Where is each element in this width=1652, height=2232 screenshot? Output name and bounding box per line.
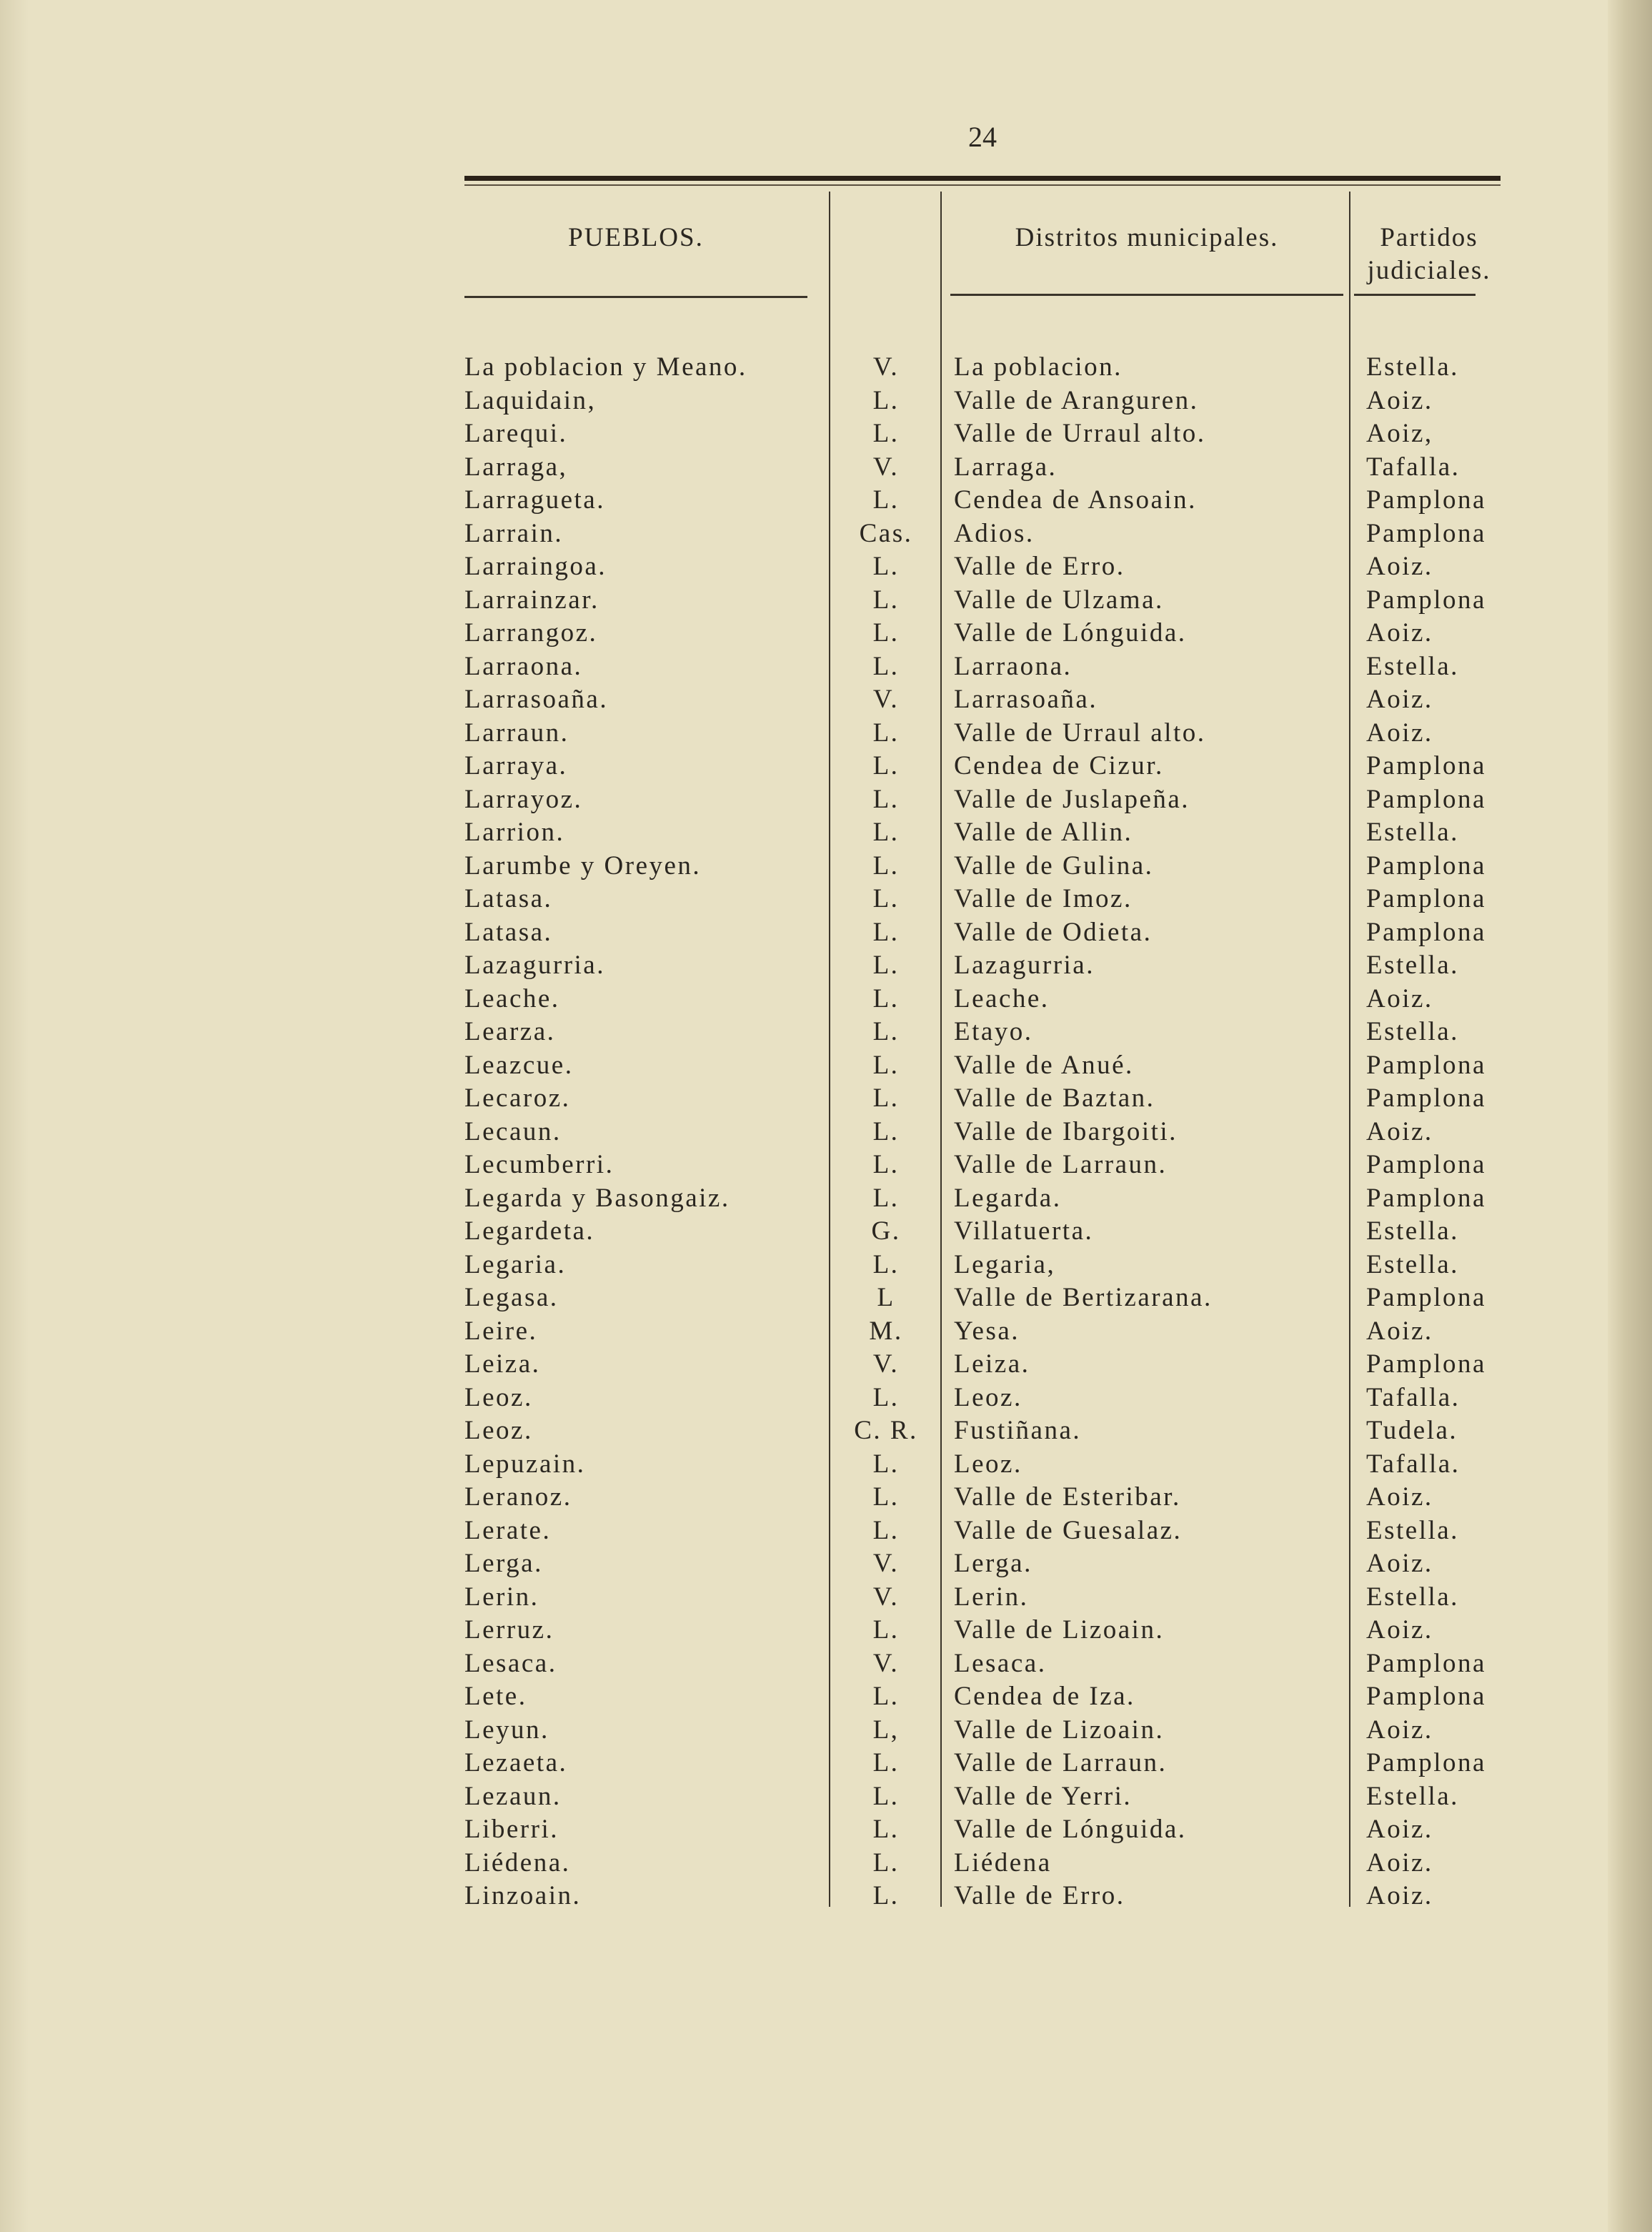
- entity-type: L.: [872, 1682, 900, 1711]
- partido-judicial: Estella.: [1366, 1582, 1459, 1612]
- table-row: [464, 452, 1508, 485]
- table-row: [464, 1282, 1508, 1315]
- table-row: [464, 1216, 1508, 1249]
- table-row: [464, 518, 1508, 551]
- entity-type: V.: [872, 1582, 900, 1612]
- pueblo-name: Latasa.: [464, 884, 553, 913]
- entity-type: L.: [872, 951, 900, 980]
- partido-judicial: Pamplona: [1366, 1283, 1486, 1312]
- entity-type: L.: [872, 884, 900, 913]
- distrito-municipal: Valle de Urraul alto.: [954, 718, 1206, 748]
- pueblo-name: Larragueta.: [464, 485, 605, 515]
- entity-type: V.: [872, 1549, 900, 1578]
- entity-type: L.: [872, 385, 900, 415]
- pueblo-name: Legasa.: [464, 1283, 559, 1312]
- entity-type: L.: [872, 1150, 900, 1179]
- partido-judicial: Pamplona: [1366, 784, 1486, 814]
- pueblo-name: Legardeta.: [464, 1216, 595, 1246]
- partido-judicial: Estella.: [1366, 1781, 1459, 1811]
- distrito-municipal: Legaria,: [954, 1249, 1056, 1279]
- table-row: [464, 1449, 1508, 1482]
- table-row: [464, 983, 1508, 1016]
- partido-judicial: Pamplona: [1366, 518, 1486, 548]
- entity-type: L.: [872, 1815, 900, 1844]
- table-row: [464, 1747, 1508, 1780]
- entity-type: V.: [872, 1648, 900, 1678]
- header-pueblos: PUEBLOS.: [568, 223, 704, 252]
- entity-type: L.: [872, 651, 900, 681]
- pueblo-name: Larrainzar.: [464, 585, 599, 615]
- pueblo-name: Liédena.: [464, 1847, 571, 1878]
- distrito-municipal: Leoz.: [954, 1449, 1022, 1479]
- entity-type: L.: [872, 784, 900, 814]
- distrito-municipal: Valle de Anué.: [954, 1050, 1134, 1080]
- pueblo-name: Lerruz.: [464, 1615, 554, 1645]
- distrito-municipal: Adios.: [954, 518, 1035, 548]
- pueblo-name: Lezaun.: [464, 1781, 562, 1811]
- pueblo-name: Larraya.: [464, 751, 568, 780]
- table-row: [464, 1249, 1508, 1282]
- partido-judicial: Pamplona: [1366, 1648, 1486, 1678]
- table-row: [464, 418, 1508, 451]
- distrito-municipal: Valle de Juslapeña.: [954, 784, 1190, 814]
- pueblo-name: Latasa.: [464, 917, 553, 947]
- distrito-municipal: Valle de Aranguren.: [954, 385, 1199, 415]
- distrito-municipal: Cendea de Cizur.: [954, 751, 1164, 780]
- entity-type: L.: [872, 1881, 900, 1910]
- table-row: [464, 1781, 1508, 1814]
- distrito-municipal: Larraona.: [954, 651, 1073, 681]
- distrito-municipal: Lesaca.: [954, 1648, 1047, 1678]
- entity-type: V.: [872, 685, 900, 714]
- table-row: [464, 1648, 1508, 1681]
- table-row: [464, 684, 1508, 717]
- table-row: [464, 485, 1508, 517]
- distrito-municipal: Valle de Odieta.: [954, 917, 1153, 947]
- pueblo-name: Leire.: [464, 1316, 538, 1346]
- pueblo-name: Leache.: [464, 983, 560, 1013]
- entity-type: L.: [872, 818, 900, 847]
- pueblo-name: Lerin.: [464, 1582, 539, 1612]
- header-rule-thin: [464, 184, 1501, 186]
- pueblo-name: Larrangoz.: [464, 618, 598, 648]
- pueblo-name: Lepuzain.: [464, 1449, 586, 1479]
- partido-judicial: Estella.: [1366, 352, 1459, 382]
- pueblo-name: Larraona.: [464, 651, 583, 681]
- partido-judicial: Pamplona: [1366, 1748, 1486, 1777]
- distrito-municipal: Valle de Baztan.: [954, 1083, 1155, 1113]
- partido-judicial: Aoiz.: [1366, 385, 1433, 415]
- table-row: [464, 784, 1508, 817]
- pueblo-name: Lezaeta.: [464, 1748, 568, 1777]
- header-underline-pueblos: [464, 296, 807, 298]
- partido-judicial: Aoiz.: [1366, 1316, 1433, 1346]
- table-row: [464, 1515, 1508, 1548]
- partido-judicial: Pamplona: [1366, 1682, 1486, 1711]
- distrito-municipal: Valle de Esteribar.: [954, 1482, 1181, 1512]
- pueblo-name: Leyun.: [464, 1715, 549, 1745]
- partido-judicial: Pamplona: [1366, 585, 1486, 615]
- partido-judicial: Aoiz.: [1366, 1549, 1433, 1578]
- table-row: [464, 950, 1508, 983]
- distrito-municipal: Valle de Larraun.: [954, 1748, 1168, 1777]
- distrito-municipal: Lazagurria.: [954, 951, 1095, 980]
- pueblo-name: Larumbe y Oreyen.: [464, 850, 702, 881]
- table-row: [464, 352, 1508, 385]
- partido-judicial: Aoiz.: [1366, 1847, 1433, 1878]
- distrito-municipal: Leache.: [954, 983, 1050, 1013]
- distrito-municipal: Valle de Lizoain.: [954, 1615, 1165, 1645]
- pueblo-name: Lazagurria.: [464, 951, 605, 980]
- pueblo-name: Lecumberri.: [464, 1150, 614, 1179]
- table-row: [464, 1715, 1508, 1747]
- distrito-municipal: Yesa.: [954, 1316, 1020, 1346]
- distrito-municipal: Valle de Urraul alto.: [954, 419, 1206, 448]
- entity-type: L.: [872, 1748, 900, 1777]
- table-row: [464, 1847, 1508, 1880]
- pueblo-name: Leiza.: [464, 1349, 541, 1379]
- table-row: [464, 917, 1508, 950]
- partido-judicial: Pamplona: [1366, 1083, 1486, 1113]
- distrito-municipal: Larrasoaña.: [954, 685, 1098, 714]
- distrito-municipal: Leiza.: [954, 1349, 1030, 1379]
- entity-type: L.: [872, 1249, 900, 1279]
- entity-type: V.: [872, 1349, 900, 1379]
- pueblo-name: Linzoain.: [464, 1881, 582, 1910]
- pueblo-name: Larrain.: [464, 518, 564, 548]
- pueblo-name: Larraun.: [464, 718, 569, 748]
- partido-judicial: Estella.: [1366, 818, 1459, 847]
- partido-judicial: Estella.: [1366, 1249, 1459, 1279]
- partido-judicial: Pamplona: [1366, 1183, 1486, 1213]
- entity-type: L.: [872, 1183, 900, 1213]
- table-row: [464, 1814, 1508, 1847]
- entity-type: L.: [872, 585, 900, 615]
- partido-judicial: Aoiz.: [1366, 1615, 1433, 1645]
- pueblo-name: Liberri.: [464, 1815, 559, 1844]
- distrito-municipal: Cendea de Ansoain.: [954, 485, 1197, 515]
- pueblo-name: Leoz.: [464, 1416, 533, 1445]
- partido-judicial: Aoiz.: [1366, 552, 1433, 581]
- entity-type: L.: [872, 751, 900, 780]
- table-row: [464, 1316, 1508, 1349]
- entity-type: L.: [872, 1083, 900, 1113]
- entity-type: L.: [872, 917, 900, 947]
- distrito-municipal: Valle de Ibargoiti.: [954, 1116, 1178, 1146]
- partido-judicial: Pamplona: [1366, 884, 1486, 913]
- table-row: [464, 817, 1508, 850]
- table-row: [464, 585, 1508, 617]
- pueblo-name: Larrasoaña.: [464, 685, 609, 714]
- table-row: [464, 1582, 1508, 1615]
- entity-type: Cas.: [859, 518, 913, 548]
- header-partidos: Partidos judiciales.: [1367, 223, 1491, 285]
- table-row: [464, 718, 1508, 750]
- pueblo-name: Legaria.: [464, 1249, 567, 1279]
- entity-type: L.: [872, 552, 900, 581]
- entity-type: L,: [872, 1715, 900, 1745]
- page-right-edge: [1608, 0, 1652, 2232]
- entity-type: C. R.: [854, 1416, 918, 1445]
- partido-judicial: Aoiz.: [1366, 1116, 1433, 1146]
- distrito-municipal: Valle de Lizoain.: [954, 1715, 1165, 1745]
- partido-judicial: Aoiz,: [1366, 419, 1433, 448]
- pueblo-name: Larraga,: [464, 452, 568, 482]
- entity-type: L.: [872, 1847, 900, 1878]
- table-row: [464, 850, 1508, 883]
- distrito-municipal: Lerin.: [954, 1582, 1029, 1612]
- distrito-municipal: Valle de Erro.: [954, 552, 1125, 581]
- entity-type: L.: [872, 1382, 900, 1412]
- distrito-municipal: Leoz.: [954, 1382, 1022, 1412]
- pueblo-name: Leranoz.: [464, 1482, 572, 1512]
- entity-type: M.: [869, 1316, 903, 1346]
- entity-type: L.: [872, 718, 900, 748]
- pueblo-name: Lerate.: [464, 1515, 552, 1545]
- table-row: [464, 1183, 1508, 1216]
- entity-type: L.: [872, 850, 900, 881]
- entity-type: L.: [872, 1449, 900, 1479]
- entity-type: L.: [872, 1482, 900, 1512]
- partido-judicial: Pamplona: [1366, 1349, 1486, 1379]
- pueblo-name: Laquidain,: [464, 385, 597, 415]
- partido-judicial: Estella.: [1366, 1515, 1459, 1545]
- table-row: [464, 1615, 1508, 1647]
- distrito-municipal: Cendea de Iza.: [954, 1682, 1135, 1711]
- entity-type: G.: [871, 1216, 901, 1246]
- distrito-municipal: Valle de Larraun.: [954, 1150, 1168, 1179]
- pueblo-name: Larequi.: [464, 419, 568, 448]
- partido-judicial: Aoiz.: [1366, 718, 1433, 748]
- partido-judicial: Estella.: [1366, 1017, 1459, 1046]
- table-row: [464, 385, 1508, 418]
- pueblo-name: La poblacion y Meano.: [464, 352, 747, 382]
- partido-judicial: Estella.: [1366, 1216, 1459, 1246]
- partido-judicial: Aoiz.: [1366, 1881, 1433, 1910]
- distrito-municipal: Villatuerta.: [954, 1216, 1094, 1246]
- pueblo-name: Lerga.: [464, 1549, 543, 1578]
- partido-judicial: Tudela.: [1366, 1416, 1458, 1445]
- partido-judicial: Tafalla.: [1366, 452, 1461, 482]
- partido-judicial: Pamplona: [1366, 1150, 1486, 1179]
- entity-type: V.: [872, 352, 900, 382]
- distrito-municipal: Valle de Allin.: [954, 818, 1133, 847]
- distrito-municipal: Valle de Gulina.: [954, 850, 1154, 881]
- partido-judicial: Aoiz.: [1366, 1482, 1433, 1512]
- entity-type: L.: [872, 1017, 900, 1046]
- entity-type: L.: [872, 1515, 900, 1545]
- partido-judicial: Pamplona: [1366, 1050, 1486, 1080]
- distrito-municipal: Valle de Erro.: [954, 1881, 1125, 1910]
- distrito-municipal: Lerga.: [954, 1549, 1032, 1578]
- partido-judicial: Aoiz.: [1366, 685, 1433, 714]
- table-row: [464, 883, 1508, 916]
- pueblo-name: Larraingoa.: [464, 552, 607, 581]
- partido-judicial: Tafalla.: [1366, 1449, 1461, 1479]
- entity-type: L.: [872, 1615, 900, 1645]
- table-row: [464, 1116, 1508, 1149]
- entity-type: L.: [872, 1050, 900, 1080]
- header-underline-distritos: [950, 294, 1343, 296]
- pueblo-name: Lete.: [464, 1682, 527, 1711]
- distrito-municipal: Valle de Ulzama.: [954, 585, 1164, 615]
- table-row: [464, 1016, 1508, 1049]
- page-number: 24: [968, 121, 997, 153]
- pueblo-name: Larrion.: [464, 818, 565, 847]
- pueblo-name: Lesaca.: [464, 1648, 557, 1678]
- table-row: [464, 1482, 1508, 1514]
- partido-judicial: Pamplona: [1366, 751, 1486, 780]
- table-row: [464, 1149, 1508, 1182]
- distrito-municipal: Valle de Lónguida.: [954, 618, 1187, 648]
- table-row: [464, 1415, 1508, 1448]
- partido-judicial: Estella.: [1366, 651, 1459, 681]
- table-row: [464, 651, 1508, 684]
- table-row: [464, 617, 1508, 650]
- partido-judicial: Pamplona: [1366, 917, 1486, 947]
- distrito-municipal: Valle de Lónguida.: [954, 1815, 1187, 1844]
- entity-type: L.: [872, 1781, 900, 1811]
- distrito-municipal: Valle de Imoz.: [954, 884, 1133, 913]
- pueblo-name: Lecaroz.: [464, 1083, 571, 1113]
- partido-judicial: Tafalla.: [1366, 1382, 1461, 1412]
- pueblo-name: Lecaun.: [464, 1116, 562, 1146]
- distrito-municipal: Fustiñana.: [954, 1416, 1082, 1445]
- entity-type: L.: [872, 419, 900, 448]
- table-row: [464, 551, 1508, 584]
- table-row: [464, 1548, 1508, 1581]
- table-row: [464, 1050, 1508, 1083]
- entity-type: L.: [872, 1116, 900, 1146]
- pueblo-name: Learza.: [464, 1017, 556, 1046]
- distrito-municipal: Liédena: [954, 1847, 1052, 1878]
- partido-judicial: Aoiz.: [1366, 618, 1433, 648]
- table-row: [464, 1382, 1508, 1415]
- pueblo-name: Leoz.: [464, 1382, 533, 1412]
- pueblo-name: Leazcue.: [464, 1050, 574, 1080]
- header-underline-partidos: [1354, 294, 1476, 296]
- distrito-municipal: Larraga.: [954, 452, 1058, 482]
- partido-judicial: Pamplona: [1366, 850, 1486, 881]
- entity-type: L: [877, 1283, 895, 1312]
- table-row: [464, 1681, 1508, 1714]
- partido-judicial: Aoiz.: [1366, 1715, 1433, 1745]
- pueblo-name: Legarda y Basongaiz.: [464, 1183, 730, 1213]
- partido-judicial: Aoiz.: [1366, 983, 1433, 1013]
- entity-type: L.: [872, 485, 900, 515]
- header-rule-thick: [464, 176, 1501, 181]
- distrito-municipal: Legarda.: [954, 1183, 1062, 1213]
- distrito-municipal: La poblacion.: [954, 352, 1123, 382]
- table-row: [464, 1349, 1508, 1382]
- entity-type: V.: [872, 452, 900, 482]
- partido-judicial: Pamplona: [1366, 485, 1486, 515]
- page-left-edge: [0, 0, 29, 2232]
- table-row: [464, 1880, 1508, 1913]
- entity-type: L.: [872, 983, 900, 1013]
- partido-judicial: Aoiz.: [1366, 1815, 1433, 1844]
- entity-type: L.: [872, 618, 900, 648]
- distrito-municipal: Valle de Bertizarana.: [954, 1283, 1213, 1312]
- pueblo-name: Larrayoz.: [464, 784, 583, 814]
- table-row: [464, 1083, 1508, 1116]
- partido-judicial: Estella.: [1366, 951, 1459, 980]
- header-distritos: Distritos municipales.: [1015, 223, 1279, 252]
- distrito-municipal: Etayo.: [954, 1017, 1033, 1046]
- table-row: [464, 750, 1508, 783]
- distrito-municipal: Valle de Yerri.: [954, 1781, 1133, 1811]
- distrito-municipal: Valle de Guesalaz.: [954, 1515, 1183, 1545]
